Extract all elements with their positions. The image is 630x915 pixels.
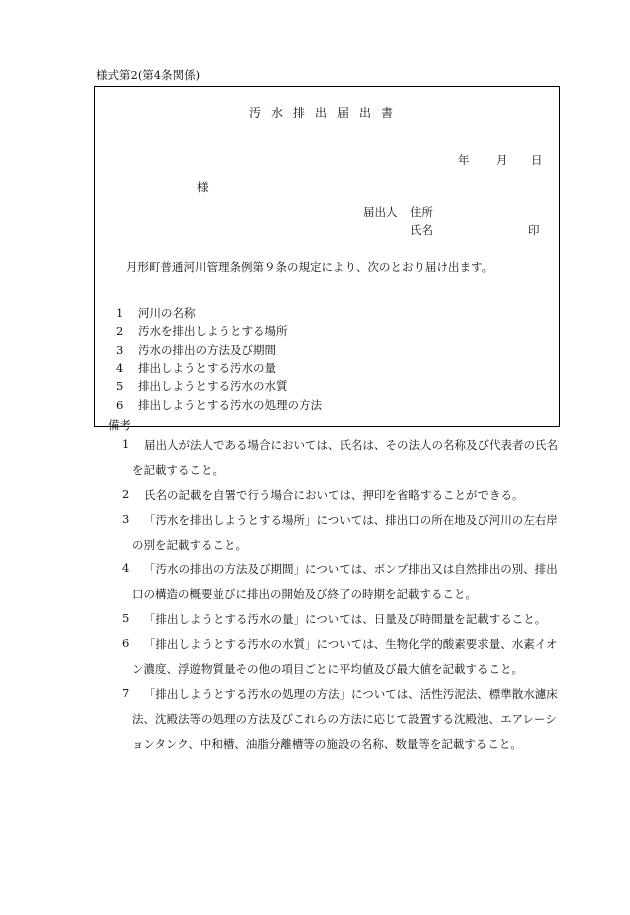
note-line: 「汚水の排出の方法及び期間」については、ポンプ排出又は自然排出の別、排出 xyxy=(144,562,558,576)
remarks-title: 備考 xyxy=(108,418,131,432)
note-line: ン濃度、浮遊物質量その他の項目ごとに平均値及び最大値を記載すること。 xyxy=(132,662,523,676)
item-text: 河川の名称 xyxy=(138,306,196,320)
note-line: の別を記載すること。 xyxy=(132,538,247,552)
item-number: 1 xyxy=(116,306,124,320)
note-number: 6 xyxy=(122,636,130,650)
note-line: ョンタンク、中和槽、油脂分離槽等の施設の名称、数量等を記載すること。 xyxy=(132,737,522,751)
date-year-label: 年 xyxy=(458,153,470,167)
item-number: 5 xyxy=(116,379,124,393)
item-text: 排出しようとする汚水の量 xyxy=(138,361,276,375)
date-day-label: 日 xyxy=(531,153,543,167)
item-number: 4 xyxy=(116,361,124,375)
list-item xyxy=(116,342,276,358)
note-line: 口の構造の概要並びに排出の開始及び終了の時期を記載すること。 xyxy=(132,587,477,601)
note-number: 1 xyxy=(122,437,130,451)
note-line: 法、沈殿法等の処理の方法及びこれらの方法に応じて設置する沈殿池、エアレーシ xyxy=(132,712,557,726)
applicant-label: 届出人 xyxy=(363,205,398,219)
note-line: 「排出しようとする汚水の量」については、日量及び時間量を記載すること。 xyxy=(144,612,547,626)
note-line: 「排出しようとする汚水の水質」については、生物化学的酸素要求量、水素イオ xyxy=(144,637,558,651)
note-number: 4 xyxy=(122,561,130,575)
item-text: 汚水を排出しようとする場所 xyxy=(138,324,288,338)
note-line: 「排出しようとする汚水の処理の方法」については、活性汚泥法、標準散水濾床 xyxy=(144,687,558,701)
item-text: 排出しようとする汚水の水質 xyxy=(138,379,288,393)
item-number: 3 xyxy=(116,343,124,357)
note-number: 2 xyxy=(122,487,130,501)
list-item xyxy=(116,360,276,376)
item-text: 排出しようとする汚水の処理の方法 xyxy=(138,398,322,412)
item-number: 6 xyxy=(116,398,124,412)
note-number: 7 xyxy=(122,686,130,700)
list-item xyxy=(116,397,322,413)
date-month-label: 月 xyxy=(496,153,508,167)
note-number: 3 xyxy=(122,512,130,526)
note-number: 5 xyxy=(122,611,130,625)
statement: 月形町普通河川管理条例第９条の規定により、次のとおり届け出ます。 xyxy=(126,260,494,274)
name-label: 氏名 xyxy=(410,223,433,237)
seal-label: 印 xyxy=(528,223,540,237)
addressee-suffix: 様 xyxy=(197,180,209,194)
address-label: 住所 xyxy=(410,205,433,219)
item-text: 汚水の排出の方法及び期間 xyxy=(138,343,276,357)
note-line: 「汚水を排出しようとする場所」については、排出口の所在地及び河川の左右岸 xyxy=(144,513,558,527)
note-line: 氏名の記載を自署で行う場合においては、押印を省略することができる。 xyxy=(144,488,524,502)
form-title: 汚水排出届出書 xyxy=(248,106,403,120)
form-number: 様式第2(第4条関係) xyxy=(96,68,201,82)
list-item xyxy=(116,323,288,339)
note-line: を記載すること。 xyxy=(132,463,224,477)
list-item xyxy=(116,305,196,321)
item-number: 2 xyxy=(116,324,124,338)
list-item xyxy=(116,378,288,394)
note-line: 届出人が法人である場合においては、氏名は、その法人の名称及び代表者の氏名 xyxy=(144,438,558,452)
